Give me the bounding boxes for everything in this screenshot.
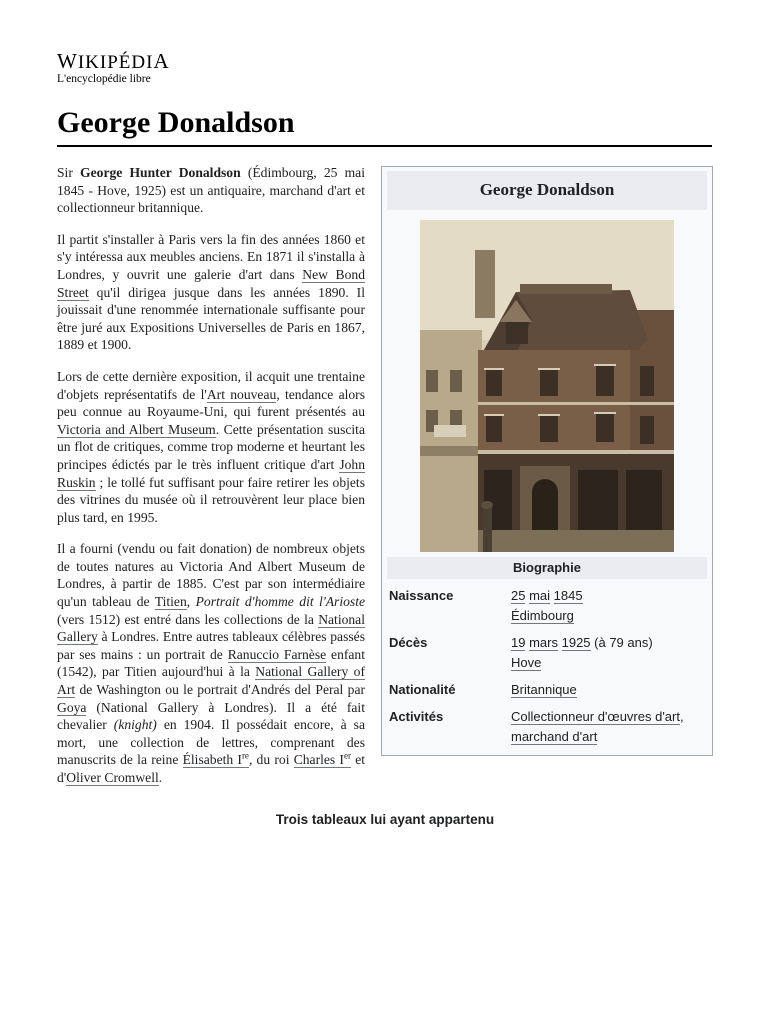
knight-term: (knight) — [113, 717, 157, 733]
link-titien[interactable]: Titien — [154, 594, 187, 610]
birth-month-link[interactable]: mai — [529, 588, 551, 604]
activities-value — [511, 707, 707, 747]
activity-art-dealer-link[interactable]: marchand d'art — [511, 729, 598, 745]
death-value — [511, 633, 707, 673]
infobox-row-birth — [387, 586, 707, 626]
nationality-label: Nationalité — [389, 682, 456, 698]
text-span: , — [186, 594, 196, 610]
infobox-row-nationality — [387, 680, 707, 700]
text-span: (vers 1512) est entré dans les collections de la — [57, 611, 319, 627]
gallery-caption: Trois tableaux lui ayant appartenu — [275, 811, 495, 827]
death-month-link[interactable]: mars — [529, 635, 558, 651]
wikipedia-wordmark: WIKIPÉDIA — [57, 49, 170, 73]
text-span: à Londres. Entre autres tableaux célèbres passés par ses mains : un portrait de — [57, 629, 365, 662]
text-span: , du roi — [248, 752, 294, 768]
link-john-ruskin[interactable]: John Ruskin — [57, 456, 365, 490]
link-ranuccio-farnese[interactable]: Ranuccio Farnèse — [227, 646, 327, 662]
infobox — [381, 166, 713, 756]
death-year-link[interactable]: 1925 — [561, 635, 591, 651]
link-art-nouveau[interactable]: Art nouveau — [206, 386, 277, 402]
birth-year-link[interactable]: 1845 — [553, 588, 583, 604]
wikipedia-logo[interactable] — [57, 51, 187, 86]
text-span: (National Gallery à Londres). Il a été fait chevalier — [57, 699, 365, 733]
text-span: qu'il dirigea jusque dans les années 1890. Il jouissait d'une renommée internationale suffisante pour être juré aux Expositions Universelles de Paris en 1867, 1889 et 1900. — [57, 284, 365, 353]
link-national-gallery[interactable]: National Gallery — [57, 611, 365, 645]
link-new-bond-street[interactable]: New Bond Street — [57, 266, 365, 300]
death-day-link[interactable]: 19 — [511, 635, 526, 651]
subject-name: George Hunter Donaldson — [80, 165, 241, 180]
text-span: Sir — [57, 165, 81, 180]
nationality-value — [511, 680, 707, 700]
infobox-section-biography: Biographie — [387, 557, 707, 580]
link-text: Élisabeth I — [182, 752, 242, 768]
text-span: (Édimbourg, 25 mai 1845 - Hove, 1925) est un antiquaire, marchand d'art et collectionneur britannique. — [57, 165, 365, 216]
article-body — [57, 164, 713, 828]
text-span: de Washington ou le portrait d'Andrés del Peral par — [75, 682, 365, 698]
activity-collector-link[interactable]: Collectionneur d'œuvres d'art — [511, 709, 680, 725]
text-span: enfant (1542), par Titien aujourd'hui à la — [57, 646, 365, 680]
death-place-link[interactable]: Hove — [511, 655, 542, 671]
birth-place-link[interactable]: Édimbourg — [511, 608, 574, 624]
text-span: Il partit s'installer à Paris vers la fin des années 1860 et s'y intéressa aux meubles anciens. En 1871 il s'installa à Londres, y ouvrit une galerie d'art dans — [57, 231, 365, 282]
ordinal-sup: er — [343, 750, 351, 761]
ordinal-sup: re — [241, 750, 249, 761]
painting-title: Portrait d'homme dit l'Arioste — [195, 594, 366, 610]
page-title: George Donaldson — [57, 103, 712, 147]
text-span: en 1904. Il possédait encore, à sa mort, une collection de lettres, comprenant des manuscrits de la reine — [57, 717, 365, 768]
text-span: ; le tollé fut suffisant pour faire retirer les objets des vitrines du musée où il retrouvèrent leur place bien plus tard, en 1995. — [57, 474, 365, 525]
text-span: . — [158, 770, 163, 785]
text-span: Lors de cette dernière exposition, il acquit une trentaine d'objets représentatifs de l' — [57, 368, 365, 402]
link-national-gallery-of-art[interactable]: National Gallery of Art — [57, 664, 365, 698]
death-age: (à 79 ans) — [590, 635, 653, 651]
building-photo[interactable] — [420, 220, 674, 552]
birth-label: Naissance — [389, 588, 454, 604]
text-span: Il a fourni (vendu ou fait donation) de nombreux objets de toutes natures au Victoria And Albert Museum de Londres, à partir de 1885. C'est par son intermédiaire qu'un tableau de — [57, 541, 365, 610]
infobox-title: George Donaldson — [387, 171, 707, 210]
link-charles-i[interactable] — [294, 752, 351, 768]
link-oliver-cromwell[interactable]: Oliver Cromwell — [66, 770, 159, 785]
infobox-row-activities — [387, 707, 707, 747]
infobox-row-death — [387, 633, 707, 673]
link-text: Charles I — [293, 752, 344, 768]
text-span: . Cette présentation suscita un flot de critiques, comme trop moderne et heurtant les principes édictés par le très influent critique d'art — [57, 421, 365, 472]
link-victoria-albert-museum[interactable]: Victoria and Albert Museum — [57, 421, 216, 437]
nationality-link[interactable]: Britannique — [511, 682, 577, 698]
text-span: , tendance alors peu connue au Royaume-Uni, qui furent présentés au — [57, 386, 365, 420]
death-label: Décès — [389, 635, 428, 651]
link-elisabeth-i[interactable] — [183, 752, 249, 768]
link-goya[interactable]: Goya — [57, 699, 87, 715]
birth-day-link[interactable]: 25 — [511, 588, 526, 604]
activities-separator: , — [679, 709, 684, 725]
text-span: et d' — [57, 752, 365, 785]
activities-label: Activités — [389, 709, 444, 725]
birth-value — [511, 586, 707, 626]
wikipedia-tagline: L'encyclopédie libre — [57, 73, 151, 85]
